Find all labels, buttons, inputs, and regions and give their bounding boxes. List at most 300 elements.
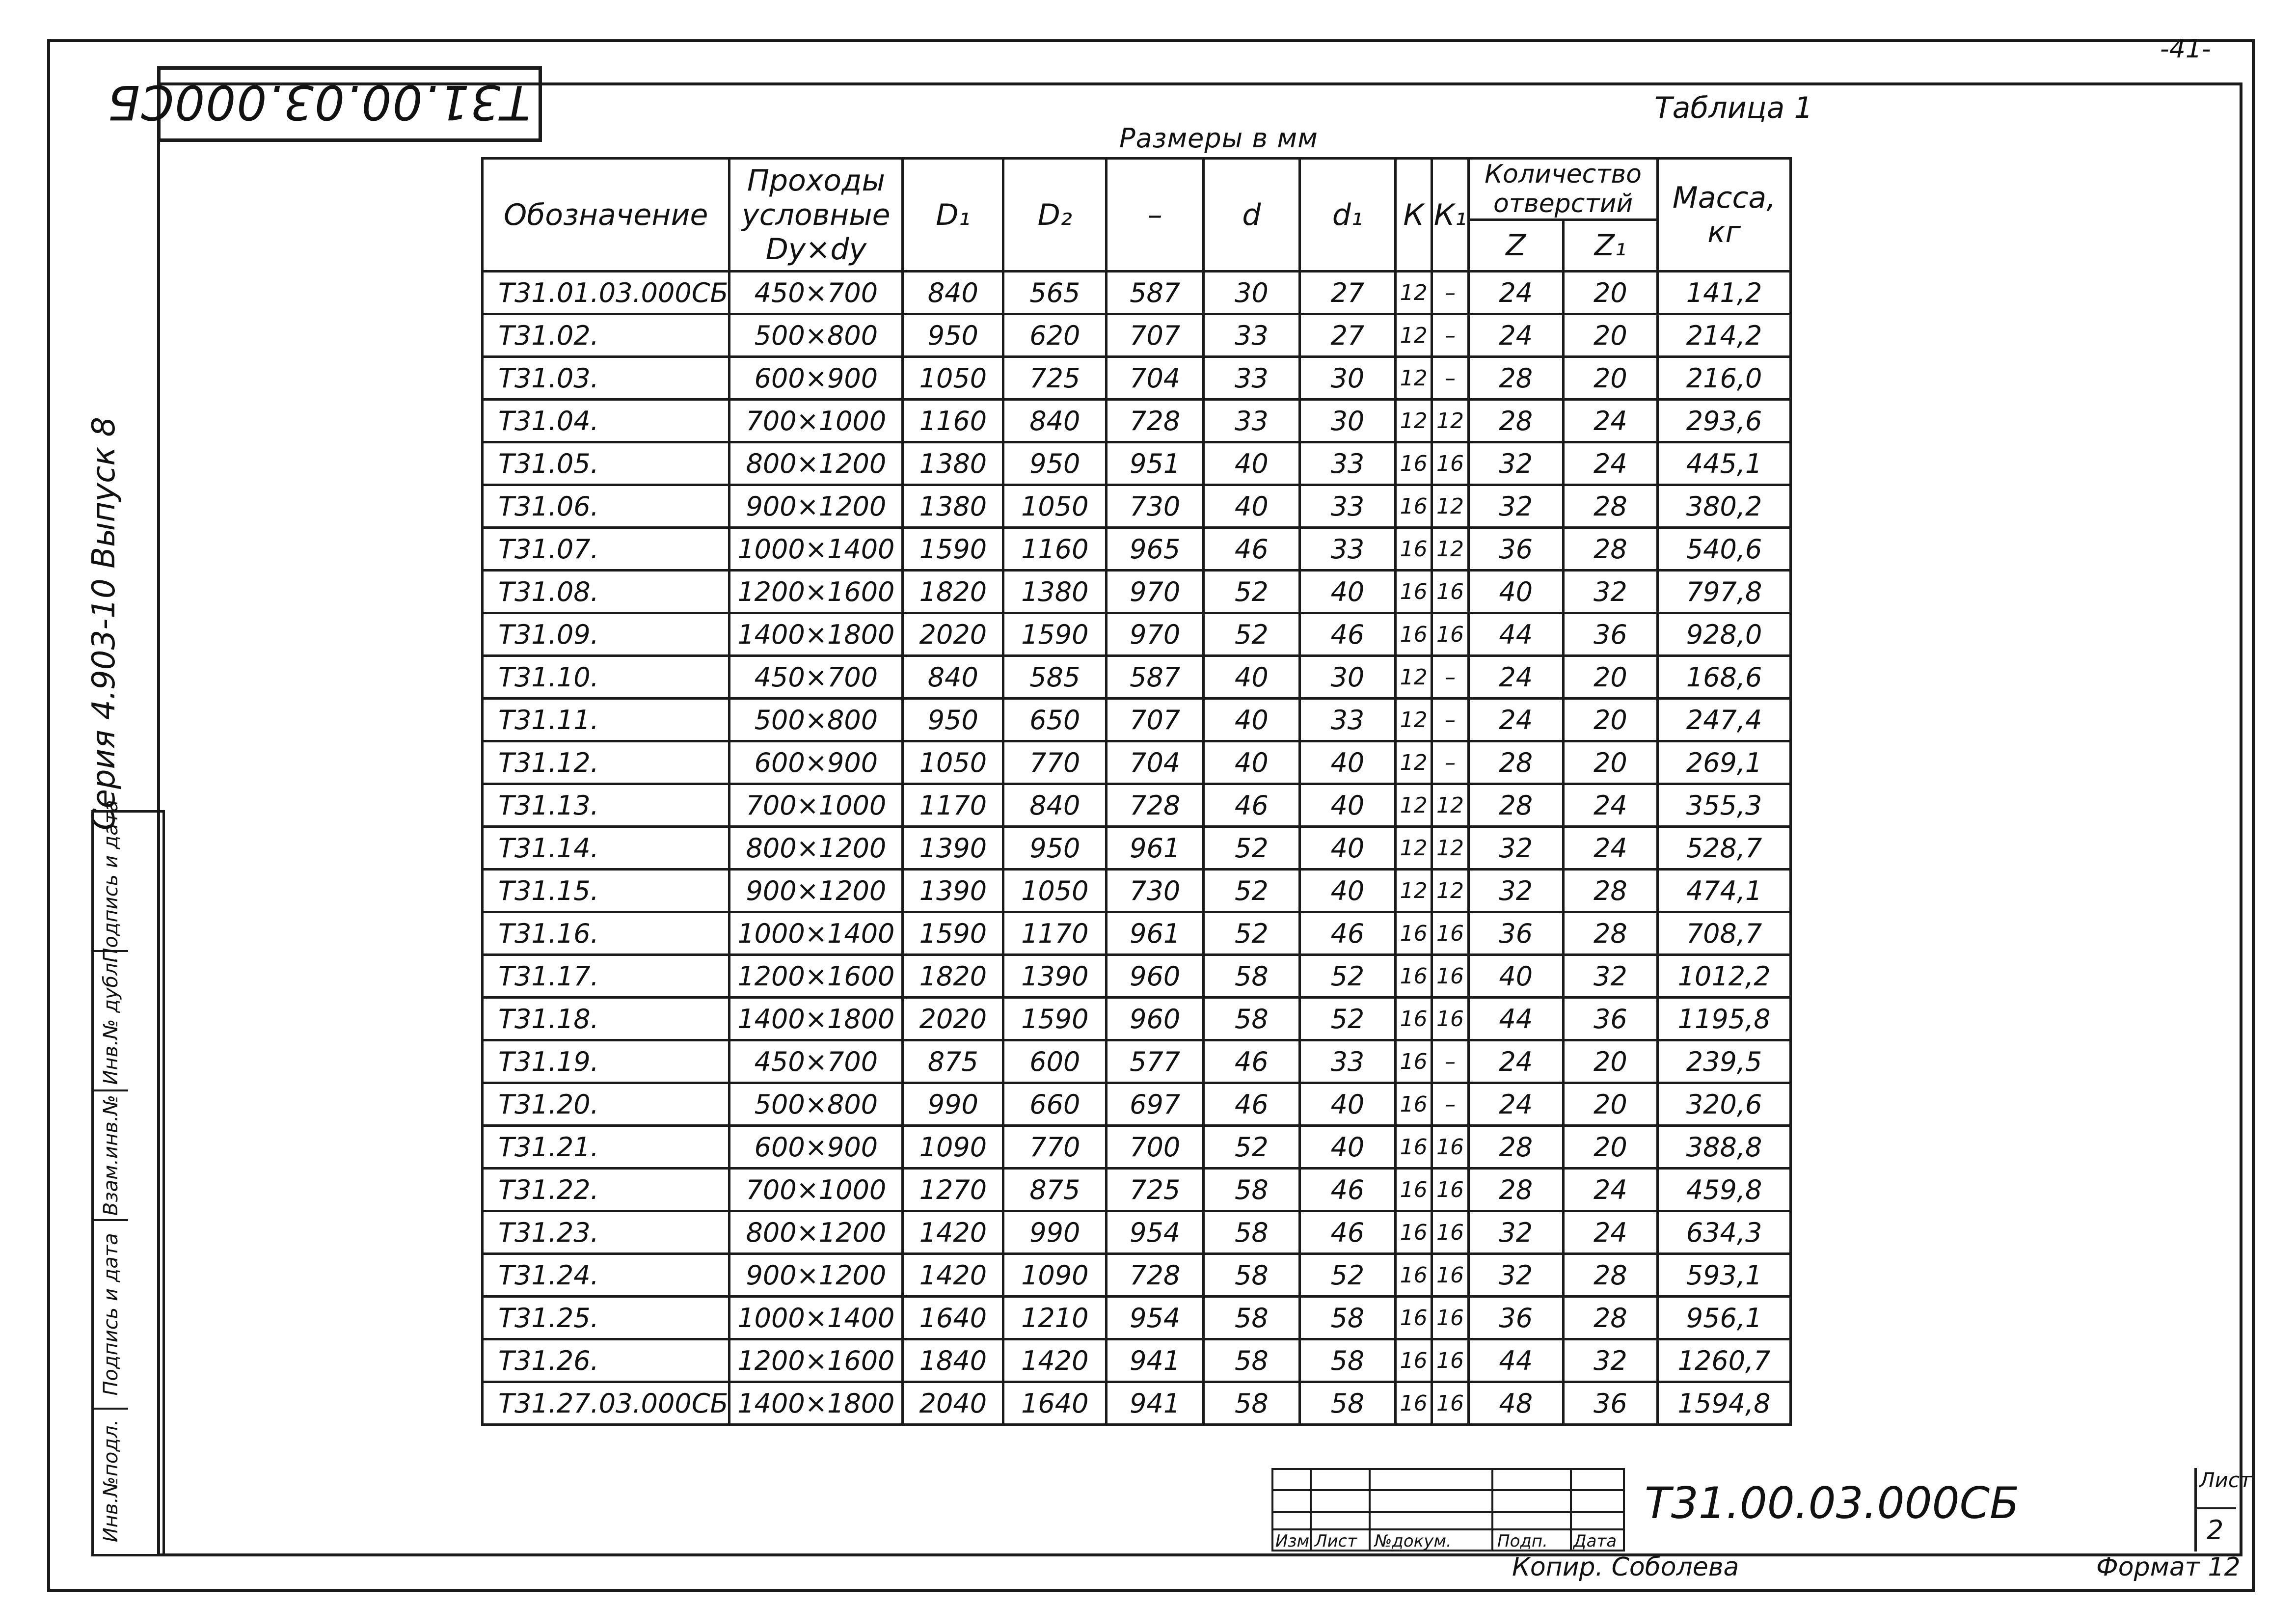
cell-D2: 1050 [1003,485,1107,528]
cell-D1: 2040 [903,1382,1003,1425]
cell-k1: – [1432,699,1469,741]
cell-k: 16 [1396,528,1432,571]
cell-k: 16 [1396,1382,1432,1425]
table-row [483,1040,1791,1083]
cell-k: 16 [1396,1126,1432,1169]
cell-d1: 40 [1299,784,1396,827]
cell-passes: 700×1000 [729,784,903,827]
tb-col-list: Лист [1315,1531,1357,1551]
sheet-number: 2 [2207,1515,2224,1546]
cell-D1: 950 [903,699,1003,741]
cell-mass: 1195,8 [1658,998,1791,1040]
cell-z: 28 [1468,784,1563,827]
cell-d1: 46 [1299,912,1396,955]
cell-passes: 1000×1400 [729,528,903,571]
table-row [483,314,1791,357]
sheet-number-top: -41- [2160,34,2211,64]
strip-cell-3: Взам.инв.№ [94,1091,128,1221]
cell-d1: 30 [1299,400,1396,442]
cell-D1: 1820 [903,955,1003,998]
cell-mass: 634,3 [1658,1211,1791,1254]
cell-k: 16 [1396,571,1432,613]
cell-z: 24 [1468,699,1563,741]
cell-k1: 12 [1432,827,1469,870]
cell-designation: Т31.05. [483,442,729,485]
cell-D1: 1050 [903,741,1003,784]
strip-cell-2: Подпись и дата [94,1221,128,1410]
cell-z: 32 [1468,827,1563,870]
cell-passes: 1200×1600 [729,955,903,998]
cell-d: 33 [1204,357,1300,400]
cell-passes: 500×800 [729,314,903,357]
cell-z1: 28 [1563,485,1658,528]
col-d1: d₁ [1299,159,1396,272]
cell-k1: 12 [1432,870,1469,912]
cell-d: 58 [1204,1382,1300,1425]
cell-z1: 20 [1563,699,1658,741]
cell-passes: 1000×1400 [729,1297,903,1339]
cell-z1: 24 [1563,1169,1658,1211]
cell-d1: 33 [1299,1040,1396,1083]
cell-D1: 840 [903,272,1003,314]
cell-mass: 388,8 [1658,1126,1791,1169]
cell-d: 46 [1204,528,1300,571]
cell-D2: 585 [1003,656,1107,699]
title-block [1271,1468,2252,1552]
cell-D2: 840 [1003,400,1107,442]
cell-passes: 1200×1600 [729,1339,903,1382]
cell-k1: 16 [1432,613,1469,656]
cell-d: 40 [1204,699,1300,741]
table-row [483,741,1791,784]
cell-k1: 16 [1432,1254,1469,1297]
cell-z: 24 [1468,656,1563,699]
cell-k1: 12 [1432,485,1469,528]
cell-d1: 40 [1299,571,1396,613]
cell-k1: 16 [1432,571,1469,613]
sizes-label: Размеры в мм [1119,123,1318,154]
cell-D1: 840 [903,656,1003,699]
cell-mass: 593,1 [1658,1254,1791,1297]
cell-d: 40 [1204,741,1300,784]
cell-z1: 20 [1563,272,1658,314]
cell-dash: 954 [1107,1297,1204,1339]
table-row [483,528,1791,571]
cell-k1: 16 [1432,955,1469,998]
cell-dash: 725 [1107,1169,1204,1211]
cell-designation: Т31.20. [483,1083,729,1126]
cell-k: 16 [1396,442,1432,485]
cell-D1: 1160 [903,400,1003,442]
col-z: Z [1468,220,1563,272]
cell-designation: Т31.15. [483,870,729,912]
cell-k: 16 [1396,998,1432,1040]
cell-D2: 600 [1003,1040,1107,1083]
spec-table [481,157,1792,1426]
col-z1: Z₁ [1563,220,1658,272]
cell-d: 58 [1204,1211,1300,1254]
cell-designation: Т31.23. [483,1211,729,1254]
cell-D2: 990 [1003,1211,1107,1254]
table-row [483,1126,1791,1169]
cell-z: 24 [1468,272,1563,314]
cell-d: 58 [1204,955,1300,998]
cell-k: 16 [1396,1169,1432,1211]
cell-d: 52 [1204,827,1300,870]
cell-D1: 990 [903,1083,1003,1126]
cell-z: 32 [1468,1254,1563,1297]
cell-z: 44 [1468,613,1563,656]
cell-dash: 730 [1107,870,1204,912]
cell-D1: 1820 [903,571,1003,613]
cell-d1: 30 [1299,656,1396,699]
cell-z1: 36 [1563,613,1658,656]
cell-D1: 1270 [903,1169,1003,1211]
cell-d1: 46 [1299,613,1396,656]
cell-z: 32 [1468,485,1563,528]
cell-k1: 12 [1432,784,1469,827]
cell-d: 58 [1204,1297,1300,1339]
cell-dash: 970 [1107,613,1204,656]
cell-mass: 320,6 [1658,1083,1791,1126]
cell-designation: Т31.09. [483,613,729,656]
cell-z1: 32 [1563,571,1658,613]
cell-dash: 951 [1107,442,1204,485]
cell-D2: 840 [1003,784,1107,827]
cell-dash: 728 [1107,1254,1204,1297]
cell-passes: 600×900 [729,741,903,784]
cell-d1: 30 [1299,357,1396,400]
cell-d: 30 [1204,272,1300,314]
table-row [483,272,1791,314]
cell-k: 12 [1396,827,1432,870]
cell-D1: 1090 [903,1126,1003,1169]
left-approval-strip [91,800,165,1556]
cell-k1: 16 [1432,442,1469,485]
cell-k: 12 [1396,784,1432,827]
cell-d1: 46 [1299,1169,1396,1211]
cell-k: 16 [1396,1297,1432,1339]
cell-D2: 1590 [1003,998,1107,1040]
cell-passes: 450×700 [729,656,903,699]
cell-d1: 27 [1299,314,1396,357]
format-note: Формат 12 [2096,1552,2241,1582]
cell-z1: 32 [1563,955,1658,998]
cell-dash: 704 [1107,357,1204,400]
cell-z: 28 [1468,357,1563,400]
table-title: Таблица 1 [1654,91,1813,125]
col-passes: Проходы условные Dy×dy [729,159,903,272]
cell-passes: 900×1200 [729,870,903,912]
cell-designation: Т31.10. [483,656,729,699]
series-text: Серия 4.903-10 Выпуск 8 [86,416,122,831]
cell-D1: 950 [903,314,1003,357]
table-row [483,998,1791,1040]
cell-z1: 28 [1563,1254,1658,1297]
cell-D2: 1170 [1003,912,1107,955]
cell-mass: 216,0 [1658,357,1791,400]
cell-dash: 960 [1107,955,1204,998]
cell-d: 40 [1204,485,1300,528]
cell-dash: 961 [1107,827,1204,870]
cell-designation: Т31.26. [483,1339,729,1382]
cell-z1: 24 [1563,400,1658,442]
cell-D1: 1590 [903,528,1003,571]
cell-d1: 40 [1299,741,1396,784]
cell-passes: 900×1200 [729,485,903,528]
cell-mass: 459,8 [1658,1169,1791,1211]
cell-d: 58 [1204,1339,1300,1382]
cell-designation: Т31.27.03.000СБ [483,1382,729,1425]
cell-z1: 20 [1563,357,1658,400]
cell-z1: 28 [1563,528,1658,571]
cell-k: 16 [1396,1083,1432,1126]
cell-k: 16 [1396,1211,1432,1254]
cell-dash: 700 [1107,1126,1204,1169]
table-row [483,1297,1791,1339]
cell-mass: 293,6 [1658,400,1791,442]
cell-d1: 52 [1299,1254,1396,1297]
cell-designation: Т31.14. [483,827,729,870]
cell-D2: 1590 [1003,613,1107,656]
table-row [483,870,1791,912]
cell-k1: 12 [1432,400,1469,442]
title-block-grid [1271,1468,1625,1552]
col-D1: D₁ [903,159,1003,272]
sheet-divider [2194,1507,2236,1509]
cell-z1: 36 [1563,1382,1658,1425]
cell-mass: 445,1 [1658,442,1791,485]
cell-D2: 770 [1003,741,1107,784]
cell-k1: 16 [1432,1382,1469,1425]
cell-mass: 269,1 [1658,741,1791,784]
cell-D2: 565 [1003,272,1107,314]
cell-designation: Т31.03. [483,357,729,400]
cell-designation: Т31.07. [483,528,729,571]
table-row [483,656,1791,699]
cell-mass: 141,2 [1658,272,1791,314]
cell-d: 33 [1204,314,1300,357]
cell-mass: 528,7 [1658,827,1791,870]
cell-designation: Т31.08. [483,571,729,613]
cell-d: 46 [1204,784,1300,827]
cell-d1: 46 [1299,1211,1396,1254]
cell-k1: – [1432,357,1469,400]
cell-D1: 2020 [903,998,1003,1040]
cell-D2: 770 [1003,1126,1107,1169]
cell-passes: 1400×1800 [729,613,903,656]
cell-mass: 355,3 [1658,784,1791,827]
copy-note: Копир. Соболева [1512,1552,1739,1582]
cell-d: 46 [1204,1040,1300,1083]
cell-k: 12 [1396,741,1432,784]
cell-D1: 1390 [903,827,1003,870]
sheet-label: Лист [2199,1468,2252,1492]
cell-k: 12 [1396,314,1432,357]
cell-d: 52 [1204,870,1300,912]
cell-k1: 16 [1432,912,1469,955]
cell-d: 46 [1204,1083,1300,1126]
cell-d1: 33 [1299,699,1396,741]
cell-z1: 20 [1563,1040,1658,1083]
cell-designation: Т31.11. [483,699,729,741]
cell-passes: 600×900 [729,357,903,400]
cell-passes: 700×1000 [729,1169,903,1211]
cell-z: 44 [1468,1339,1563,1382]
cell-mass: 168,6 [1658,656,1791,699]
cell-designation: Т31.25. [483,1297,729,1339]
cell-D2: 1090 [1003,1254,1107,1297]
cell-D2: 1210 [1003,1297,1107,1339]
cell-d1: 33 [1299,485,1396,528]
cell-d1: 40 [1299,1083,1396,1126]
cell-k: 12 [1396,357,1432,400]
cell-passes: 800×1200 [729,827,903,870]
cell-D1: 1420 [903,1211,1003,1254]
cell-z1: 20 [1563,1126,1658,1169]
cell-D2: 1640 [1003,1382,1107,1425]
cell-k: 16 [1396,1040,1432,1083]
cell-k: 12 [1396,400,1432,442]
tb-col-docnum: №докум. [1375,1531,1452,1551]
cell-mass: 708,7 [1658,912,1791,955]
table-row [483,357,1791,400]
cell-d: 52 [1204,613,1300,656]
cell-z: 24 [1468,1083,1563,1126]
cell-k1: 12 [1432,528,1469,571]
table-row [483,1083,1791,1126]
cell-d: 52 [1204,571,1300,613]
cell-dash: 704 [1107,741,1204,784]
cell-d: 58 [1204,1254,1300,1297]
cell-mass: 928,0 [1658,613,1791,656]
cell-mass: 1260,7 [1658,1339,1791,1382]
cell-designation: Т31.13. [483,784,729,827]
strip-cell-4: Инв.№ дубл. [94,952,128,1091]
cell-z: 24 [1468,1040,1563,1083]
cell-dash: 587 [1107,272,1204,314]
cell-k: 12 [1396,656,1432,699]
table-row [483,699,1791,741]
spec-table-body [483,272,1791,1425]
cell-mass: 239,5 [1658,1040,1791,1083]
cell-d1: 52 [1299,955,1396,998]
cell-k1: 16 [1432,1169,1469,1211]
cell-mass: 214,2 [1658,314,1791,357]
cell-passes: 1400×1800 [729,998,903,1040]
strip-cell-1: Инв.№подл. [100,1419,122,1543]
cell-designation: Т31.01.03.000СБ [483,272,729,314]
cell-D1: 875 [903,1040,1003,1083]
tb-col-date: Дата [1573,1531,1617,1551]
cell-designation: Т31.22. [483,1169,729,1211]
cell-dash: 941 [1107,1382,1204,1425]
cell-d: 58 [1204,1169,1300,1211]
cell-passes: 1200×1600 [729,571,903,613]
cell-d: 52 [1204,1126,1300,1169]
cell-D2: 1420 [1003,1339,1107,1382]
cell-z: 40 [1468,955,1563,998]
cell-D2: 1380 [1003,571,1107,613]
cell-passes: 800×1200 [729,1211,903,1254]
cell-designation: Т31.18. [483,998,729,1040]
col-holes: Количество отверстий [1468,159,1657,220]
cell-D1: 1840 [903,1339,1003,1382]
cell-mass: 380,2 [1658,485,1791,528]
cell-k: 16 [1396,613,1432,656]
cell-k: 12 [1396,870,1432,912]
table-row [483,955,1791,998]
cell-mass: 474,1 [1658,870,1791,912]
cell-d1: 33 [1299,528,1396,571]
cell-D2: 1050 [1003,870,1107,912]
cell-dash: 707 [1107,699,1204,741]
title-block-designation: Т31.00.03.000СБ [1645,1478,2020,1528]
cell-passes: 500×800 [729,699,903,741]
cell-mass: 956,1 [1658,1297,1791,1339]
table-row [483,442,1791,485]
cell-z: 32 [1468,442,1563,485]
tb-col-izm: Изм [1275,1531,1310,1551]
cell-z: 28 [1468,741,1563,784]
cell-d1: 40 [1299,870,1396,912]
cell-D2: 1390 [1003,955,1107,998]
col-dash: – [1107,159,1204,272]
cell-k1: – [1432,314,1469,357]
table-row [483,485,1791,528]
cell-z: 28 [1468,400,1563,442]
cell-z: 40 [1468,571,1563,613]
strip-cell-5: Подпись и дата [94,813,128,952]
cell-passes: 1000×1400 [729,912,903,955]
cell-z1: 24 [1563,827,1658,870]
cell-designation: Т31.21. [483,1126,729,1169]
cell-z1: 20 [1563,1083,1658,1126]
tb-col-sign: Подп. [1497,1531,1548,1551]
col-D2: D₂ [1003,159,1107,272]
cell-D1: 1640 [903,1297,1003,1339]
cell-D2: 1160 [1003,528,1107,571]
cell-passes: 450×700 [729,1040,903,1083]
cell-passes: 900×1200 [729,1254,903,1297]
cell-z1: 20 [1563,314,1658,357]
cell-designation: Т31.17. [483,955,729,998]
cell-dash: 577 [1107,1040,1204,1083]
table-row [483,1339,1791,1382]
cell-designation: Т31.12. [483,741,729,784]
table-row [483,1382,1791,1425]
cell-passes: 800×1200 [729,442,903,485]
cell-d1: 52 [1299,998,1396,1040]
cell-dash: 970 [1107,571,1204,613]
cell-passes: 450×700 [729,272,903,314]
cell-designation: Т31.06. [483,485,729,528]
cell-D2: 875 [1003,1169,1107,1211]
col-designation: Обозначение [483,159,729,272]
cell-D2: 650 [1003,699,1107,741]
cell-dash: 954 [1107,1211,1204,1254]
cell-D2: 950 [1003,442,1107,485]
cell-designation: Т31.02. [483,314,729,357]
cell-z1: 24 [1563,442,1658,485]
col-k1: К₁ [1432,159,1469,272]
cell-D1: 1590 [903,912,1003,955]
cell-mass: 1594,8 [1658,1382,1791,1425]
cell-D1: 1420 [903,1254,1003,1297]
cell-k1: 16 [1432,1126,1469,1169]
cell-z: 48 [1468,1382,1563,1425]
cell-k1: – [1432,1040,1469,1083]
